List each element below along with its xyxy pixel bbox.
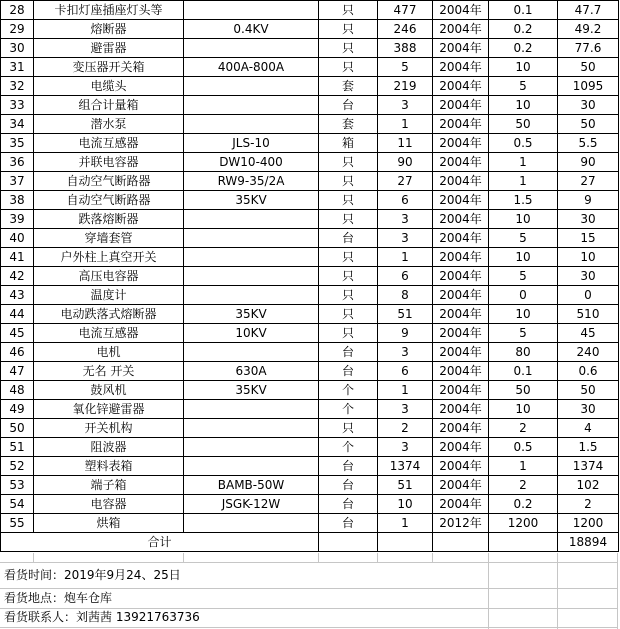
cell-spec [184, 248, 319, 267]
cell-spec: 35KV [184, 305, 319, 324]
cell-unit: 只 [319, 286, 378, 305]
cell-unit: 个 [319, 381, 378, 400]
cell-name: 自动空气断路器 [34, 191, 184, 210]
gridline-vertical [33, 553, 34, 562]
cell-no: 44 [1, 305, 34, 324]
table-row [1, 134, 619, 153]
cell-unit: 只 [319, 20, 378, 39]
cell-qty: 3 [378, 96, 433, 115]
cell-unit: 只 [319, 210, 378, 229]
cell-unit: 箱 [319, 134, 378, 153]
cell-year: 2004年 [433, 20, 489, 39]
cell-name: 电流互感器 [34, 324, 184, 343]
cell-spec [184, 96, 319, 115]
cell-qty: 51 [378, 476, 433, 495]
cell-no: 48 [1, 381, 34, 400]
cell-price: 0.2 [489, 495, 558, 514]
cell-spec: 630A [184, 362, 319, 381]
cell-amount: 47.7 [558, 1, 619, 20]
cell-price: 0.2 [489, 20, 558, 39]
cell-unit: 台 [319, 495, 378, 514]
cell-name: 潜水泵 [34, 115, 184, 134]
cell-qty: 8 [378, 286, 433, 305]
cell-name: 穿墙套管 [34, 229, 184, 248]
cell-amount: 50 [558, 58, 619, 77]
cell-year: 2004年 [433, 39, 489, 58]
cell-qty: 3 [378, 438, 433, 457]
cell-qty: 1 [378, 514, 433, 533]
cell-name: 自动空气断路器 [34, 172, 184, 191]
cell-amount: 1200 [558, 514, 619, 533]
table-row [1, 1, 619, 20]
table-row [1, 172, 619, 191]
cell-unit: 只 [319, 248, 378, 267]
cell-amount: 30 [558, 400, 619, 419]
cell-unit: 套 [319, 77, 378, 96]
cell-year: 2004年 [433, 115, 489, 134]
cell-price: 0.5 [489, 438, 558, 457]
cell-amount: 1374 [558, 457, 619, 476]
cell-name: 电动跌落式熔断器 [34, 305, 184, 324]
cell-price: 2 [489, 419, 558, 438]
cell-no: 55 [1, 514, 34, 533]
table-row [1, 495, 619, 514]
table-row [1, 324, 619, 343]
cell-unit: 只 [319, 1, 378, 20]
cell-amount: 10 [558, 248, 619, 267]
cell-name: 并联电容器 [34, 153, 184, 172]
cell-price: 0 [489, 286, 558, 305]
cell-name: 电流互感器 [34, 134, 184, 153]
cell-name: 电容器 [34, 495, 184, 514]
cell-amount: 1.5 [558, 438, 619, 457]
cell-unit: 台 [319, 96, 378, 115]
cell-name: 鼓风机 [34, 381, 184, 400]
cell-price: 1 [489, 457, 558, 476]
cell-qty: 1 [378, 248, 433, 267]
cell-amount: 510 [558, 305, 619, 324]
cell-qty: 90 [378, 153, 433, 172]
cell-unit: 台 [319, 457, 378, 476]
cell-amount: 49.2 [558, 20, 619, 39]
total-label-cell: 合计 [1, 533, 319, 552]
cell-name: 跌落熔断器 [34, 210, 184, 229]
table-row [1, 153, 619, 172]
cell-price: 80 [489, 343, 558, 362]
cell-no: 53 [1, 476, 34, 495]
cell-spec: JLS-10 [184, 134, 319, 153]
cell-unit: 只 [319, 419, 378, 438]
cell-year: 2004年 [433, 77, 489, 96]
cell-unit: 只 [319, 267, 378, 286]
cell-spec: 35KV [184, 381, 319, 400]
cell-price: 10 [489, 58, 558, 77]
cell-no: 50 [1, 419, 34, 438]
table-row [1, 476, 619, 495]
cell-no: 40 [1, 229, 34, 248]
gridline-horizontal [0, 627, 618, 628]
table-row [1, 381, 619, 400]
cell-no: 52 [1, 457, 34, 476]
cell-no: 36 [1, 153, 34, 172]
cell-qty: 3 [378, 343, 433, 362]
table-row [1, 457, 619, 476]
cell-amount: 1095 [558, 77, 619, 96]
cell-qty: 1 [378, 115, 433, 134]
table-row [1, 210, 619, 229]
cell-price: 10 [489, 400, 558, 419]
gridline-vertical [377, 553, 378, 562]
cell-year: 2004年 [433, 210, 489, 229]
cell-name: 烘箱 [34, 514, 184, 533]
cell-year: 2004年 [433, 400, 489, 419]
cell-amount: 50 [558, 381, 619, 400]
cell-year: 2004年 [433, 248, 489, 267]
cell-price: 5 [489, 267, 558, 286]
cell-price: 0.1 [489, 1, 558, 20]
cell-year: 2004年 [433, 343, 489, 362]
cell-year: 2004年 [433, 362, 489, 381]
cell-name: 变压器开关箱 [34, 58, 184, 77]
cell-spec [184, 115, 319, 134]
footer-area [0, 553, 620, 629]
total-row [1, 533, 619, 552]
cell-no: 35 [1, 134, 34, 153]
cell-amount: 0 [558, 286, 619, 305]
cell-qty: 27 [378, 172, 433, 191]
cell-qty: 6 [378, 191, 433, 210]
cell-price: 10 [489, 210, 558, 229]
cell-no: 34 [1, 115, 34, 134]
table-row [1, 438, 619, 457]
cell-qty: 3 [378, 229, 433, 248]
table-row [1, 305, 619, 324]
cell-year: 2004年 [433, 305, 489, 324]
cell-qty: 6 [378, 267, 433, 286]
cell-no: 49 [1, 400, 34, 419]
cell-unit: 台 [319, 229, 378, 248]
cell-spec [184, 39, 319, 58]
cell-amount: 2 [558, 495, 619, 514]
cell-spec [184, 419, 319, 438]
cell-no: 38 [1, 191, 34, 210]
total-empty-cell-price [489, 533, 558, 552]
viewing-place-text: 看货地点：炮车仓库 [4, 591, 113, 605]
cell-year: 2004年 [433, 476, 489, 495]
cell-qty: 477 [378, 1, 433, 20]
cell-spec [184, 514, 319, 533]
cell-spec: 0.4KV [184, 20, 319, 39]
cell-qty: 2 [378, 419, 433, 438]
viewing-contact-text: 看货联系人：刘茜茜 13921763736 [4, 610, 200, 624]
cell-unit: 只 [319, 324, 378, 343]
cell-amount: 0.6 [558, 362, 619, 381]
cell-spec: RW9-35/2A [184, 172, 319, 191]
cell-spec [184, 438, 319, 457]
cell-amount: 4 [558, 419, 619, 438]
cell-year: 2004年 [433, 438, 489, 457]
gridline-vertical [318, 553, 319, 562]
cell-year: 2004年 [433, 96, 489, 115]
table-row [1, 96, 619, 115]
cell-spec [184, 457, 319, 476]
cell-qty: 11 [378, 134, 433, 153]
cell-year: 2004年 [433, 457, 489, 476]
total-empty-cell-unit [319, 533, 378, 552]
table-row [1, 77, 619, 96]
cell-no: 43 [1, 286, 34, 305]
viewing-time-text: 看货时间：2019年9月24、25日 [4, 568, 181, 582]
cell-amount: 30 [558, 96, 619, 115]
cell-name: 避雷器 [34, 39, 184, 58]
cell-unit: 台 [319, 514, 378, 533]
cell-amount: 27 [558, 172, 619, 191]
cell-no: 33 [1, 96, 34, 115]
cell-unit: 台 [319, 343, 378, 362]
total-empty-cell-year [433, 533, 489, 552]
table-row [1, 419, 619, 438]
cell-qty: 1374 [378, 457, 433, 476]
cell-spec: 400A-800A [184, 58, 319, 77]
cell-no: 54 [1, 495, 34, 514]
cell-no: 37 [1, 172, 34, 191]
cell-spec [184, 267, 319, 286]
table-row [1, 115, 619, 134]
cell-year: 2004年 [433, 58, 489, 77]
table-row [1, 20, 619, 39]
cell-name: 无名 开关 [34, 362, 184, 381]
cell-amount: 90 [558, 153, 619, 172]
cell-unit: 只 [319, 172, 378, 191]
cell-price: 1200 [489, 514, 558, 533]
table-row [1, 514, 619, 533]
cell-qty: 10 [378, 495, 433, 514]
cell-amount: 102 [558, 476, 619, 495]
cell-year: 2004年 [433, 229, 489, 248]
cell-name: 端子箱 [34, 476, 184, 495]
table-row [1, 191, 619, 210]
cell-price: 1.5 [489, 191, 558, 210]
cell-unit: 只 [319, 39, 378, 58]
cell-amount: 77.6 [558, 39, 619, 58]
cell-qty: 51 [378, 305, 433, 324]
table-row [1, 267, 619, 286]
cell-price: 10 [489, 96, 558, 115]
cell-no: 32 [1, 77, 34, 96]
cell-no: 30 [1, 39, 34, 58]
table-row [1, 58, 619, 77]
cell-price: 5 [489, 324, 558, 343]
cell-price: 50 [489, 381, 558, 400]
cell-spec [184, 286, 319, 305]
cell-qty: 5 [378, 58, 433, 77]
cell-name: 电机 [34, 343, 184, 362]
gridline-vertical [617, 553, 618, 629]
cell-price: 1 [489, 172, 558, 191]
cell-no: 45 [1, 324, 34, 343]
cell-price: 2 [489, 476, 558, 495]
cell-name: 开关机构 [34, 419, 184, 438]
cell-spec: 10KV [184, 324, 319, 343]
cell-name: 熔断器 [34, 20, 184, 39]
cell-spec [184, 400, 319, 419]
cell-price: 10 [489, 248, 558, 267]
cell-qty: 3 [378, 210, 433, 229]
cell-name: 户外柱上真空开关 [34, 248, 184, 267]
cell-unit: 台 [319, 476, 378, 495]
cell-price: 0.5 [489, 134, 558, 153]
cell-spec [184, 229, 319, 248]
cell-name: 温度计 [34, 286, 184, 305]
cell-spec: DW10-400 [184, 153, 319, 172]
cell-spec: JSGK-12W [184, 495, 319, 514]
cell-unit: 台 [319, 362, 378, 381]
cell-year: 2004年 [433, 324, 489, 343]
cell-name: 塑料表箱 [34, 457, 184, 476]
cell-year: 2004年 [433, 191, 489, 210]
cell-no: 28 [1, 1, 34, 20]
total-empty-cell-qty [378, 533, 433, 552]
cell-unit: 个 [319, 438, 378, 457]
cell-amount: 240 [558, 343, 619, 362]
cell-year: 2004年 [433, 495, 489, 514]
cell-amount: 30 [558, 267, 619, 286]
cell-qty: 6 [378, 362, 433, 381]
cell-price: 0.1 [489, 362, 558, 381]
cell-name: 电缆头 [34, 77, 184, 96]
cell-spec [184, 1, 319, 20]
cell-name: 阻波器 [34, 438, 184, 457]
cell-qty: 219 [378, 77, 433, 96]
cell-name: 卡扣灯座插座灯头等 [34, 1, 184, 20]
cell-amount: 50 [558, 115, 619, 134]
cell-no: 51 [1, 438, 34, 457]
cell-no: 39 [1, 210, 34, 229]
cell-spec: 35KV [184, 191, 319, 210]
cell-spec [184, 343, 319, 362]
cell-price: 5 [489, 229, 558, 248]
cell-spec: BAMB-50W [184, 476, 319, 495]
cell-name: 氧化锌避雷器 [34, 400, 184, 419]
cell-no: 41 [1, 248, 34, 267]
cell-spec [184, 77, 319, 96]
cell-qty: 1 [378, 381, 433, 400]
cell-qty: 246 [378, 20, 433, 39]
cell-year: 2004年 [433, 286, 489, 305]
cell-no: 47 [1, 362, 34, 381]
cell-unit: 只 [319, 305, 378, 324]
table-row [1, 229, 619, 248]
cell-year: 2004年 [433, 1, 489, 20]
cell-unit: 套 [319, 115, 378, 134]
gridline-vertical [432, 553, 433, 562]
table-row [1, 248, 619, 267]
cell-no: 42 [1, 267, 34, 286]
cell-name: 组合计量箱 [34, 96, 184, 115]
cell-year: 2012年 [433, 514, 489, 533]
cell-year: 2004年 [433, 172, 489, 191]
cell-year: 2004年 [433, 419, 489, 438]
cell-amount: 9 [558, 191, 619, 210]
table-row [1, 400, 619, 419]
cell-price: 5 [489, 77, 558, 96]
cell-price: 1 [489, 153, 558, 172]
cell-price: 0.2 [489, 39, 558, 58]
table-row [1, 343, 619, 362]
table-row [1, 362, 619, 381]
cell-year: 2004年 [433, 134, 489, 153]
cell-spec [184, 210, 319, 229]
table-row [1, 39, 619, 58]
cell-qty: 388 [378, 39, 433, 58]
total-amount-cell: 18894 [558, 533, 619, 552]
table-row [1, 286, 619, 305]
cell-qty: 3 [378, 400, 433, 419]
cell-name: 高压电容器 [34, 267, 184, 286]
cell-unit: 个 [319, 400, 378, 419]
total-section [1, 533, 619, 552]
cell-no: 29 [1, 20, 34, 39]
inventory-rows [1, 1, 619, 533]
cell-unit: 只 [319, 58, 378, 77]
cell-no: 31 [1, 58, 34, 77]
cell-unit: 只 [319, 191, 378, 210]
cell-year: 2004年 [433, 267, 489, 286]
cell-unit: 只 [319, 153, 378, 172]
cell-price: 50 [489, 115, 558, 134]
cell-qty: 9 [378, 324, 433, 343]
cell-amount: 15 [558, 229, 619, 248]
cell-no: 46 [1, 343, 34, 362]
cell-year: 2004年 [433, 381, 489, 400]
cell-amount: 5.5 [558, 134, 619, 153]
cell-year: 2004年 [433, 153, 489, 172]
cell-amount: 45 [558, 324, 619, 343]
gridline-vertical [183, 553, 184, 562]
cell-price: 10 [489, 305, 558, 324]
cell-amount: 30 [558, 210, 619, 229]
